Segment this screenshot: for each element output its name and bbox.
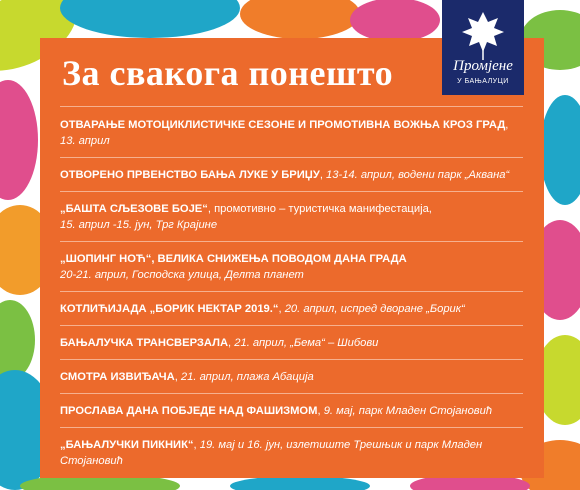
leaf-icon — [442, 4, 524, 64]
event-details: 20. април, испред дворане „Борик“ — [284, 303, 465, 315]
event-name: ОТВОРЕНО ПРВЕНСТВО БАЊА ЛУКЕ У БРИЏУ — [60, 169, 320, 181]
event-details: 13. април — [60, 135, 110, 147]
event-details: 13-14. април, водени парк „Аквана“ — [326, 169, 510, 181]
event-list — [60, 106, 523, 469]
logo-subtitle: У БАЊАЛУЦИ — [457, 78, 509, 85]
event-details: 21. април, „Бема“ – Шибови — [234, 337, 379, 349]
event-details: 20-21. април, Господска улица, Делта планет — [60, 269, 304, 281]
list-item — [60, 191, 523, 241]
event-name: ОТВАРАЊЕ МОТОЦИКЛИСТИЧКЕ СЕЗОНЕ И ПРОМОТИВНА ВОЖЊА КРОЗ ГРАД — [60, 119, 506, 131]
event-name: „БАШТА СЉЕЗОВЕ БОЈЕ“ — [60, 203, 208, 215]
list-item: БАЊАЛУЧКА ТРАНСВЕРЗАЛА, 21. април, „Бема“ – Шибови — [60, 325, 523, 359]
event-name: КОТЛИЋИЈАДА „БОРИК НЕКТАР 2019.“ — [60, 303, 279, 315]
list-item: КОТЛИЋИЈАДА „БОРИК НЕКТАР 2019.“, 20. април, испред дворане „Борик“ — [60, 291, 523, 325]
logo — [442, 0, 524, 95]
event-name: „ШОПИНГ НОЋ“, ВЕЛИКА СНИЖЕЊА ПОВОДОМ ДАНА ГРАДА — [60, 253, 407, 265]
event-details: 19. мај и 16. јун, излетиште Трешњик и парк Младен Стојановић — [60, 439, 483, 467]
event-name: СМОТРА ИЗВИЂАЧА — [60, 371, 175, 383]
list-item: ОТВОРЕНО ПРВЕНСТВО БАЊА ЛУКЕ У БРИЏУ, 13-14. април, водени парк „Аквана“ — [60, 157, 523, 191]
list-item — [60, 241, 523, 291]
list-item: ОТВАРАЊЕ МОТОЦИКЛИСТИЧКЕ СЕЗОНЕ И ПРОМОТИВНА ВОЖЊА КРОЗ ГРАД, 13. април — [60, 106, 523, 157]
event-name: БАЊАЛУЧКА ТРАНСВЕРЗАЛА — [60, 337, 229, 349]
event-details: 15. април -15. јун, Трг Крајине — [60, 219, 218, 231]
event-details: 9. мај, парк Младен Стојановић — [323, 405, 493, 417]
event-name: „БАЊАЛУЧКИ ПИКНИК“ — [60, 439, 194, 451]
list-item: „БАЊАЛУЧКИ ПИКНИК“, 19. мај и 16. јун, излетиште Трешњик и парк Младен Стојановић — [60, 427, 523, 469]
event-description: , промотивно – туристичка манифестација, — [207, 203, 432, 215]
list-item: СМОТРА ИЗВИЂАЧА, 21. април, плажа Абација — [60, 359, 523, 393]
event-details: 21. април, плажа Абација — [180, 371, 314, 383]
event-name: ПРОСЛАВА ДАНА ПОБЈЕДЕ НАД ФАШИЗМОМ — [60, 405, 318, 417]
list-item: ПРОСЛАВА ДАНА ПОБЈЕДЕ НАД ФАШИЗМОМ, 9. мај, парк Младен Стојановић — [60, 393, 523, 427]
page-title: За свакога понешто — [62, 53, 394, 93]
logo-name: Промјене — [453, 58, 513, 74]
